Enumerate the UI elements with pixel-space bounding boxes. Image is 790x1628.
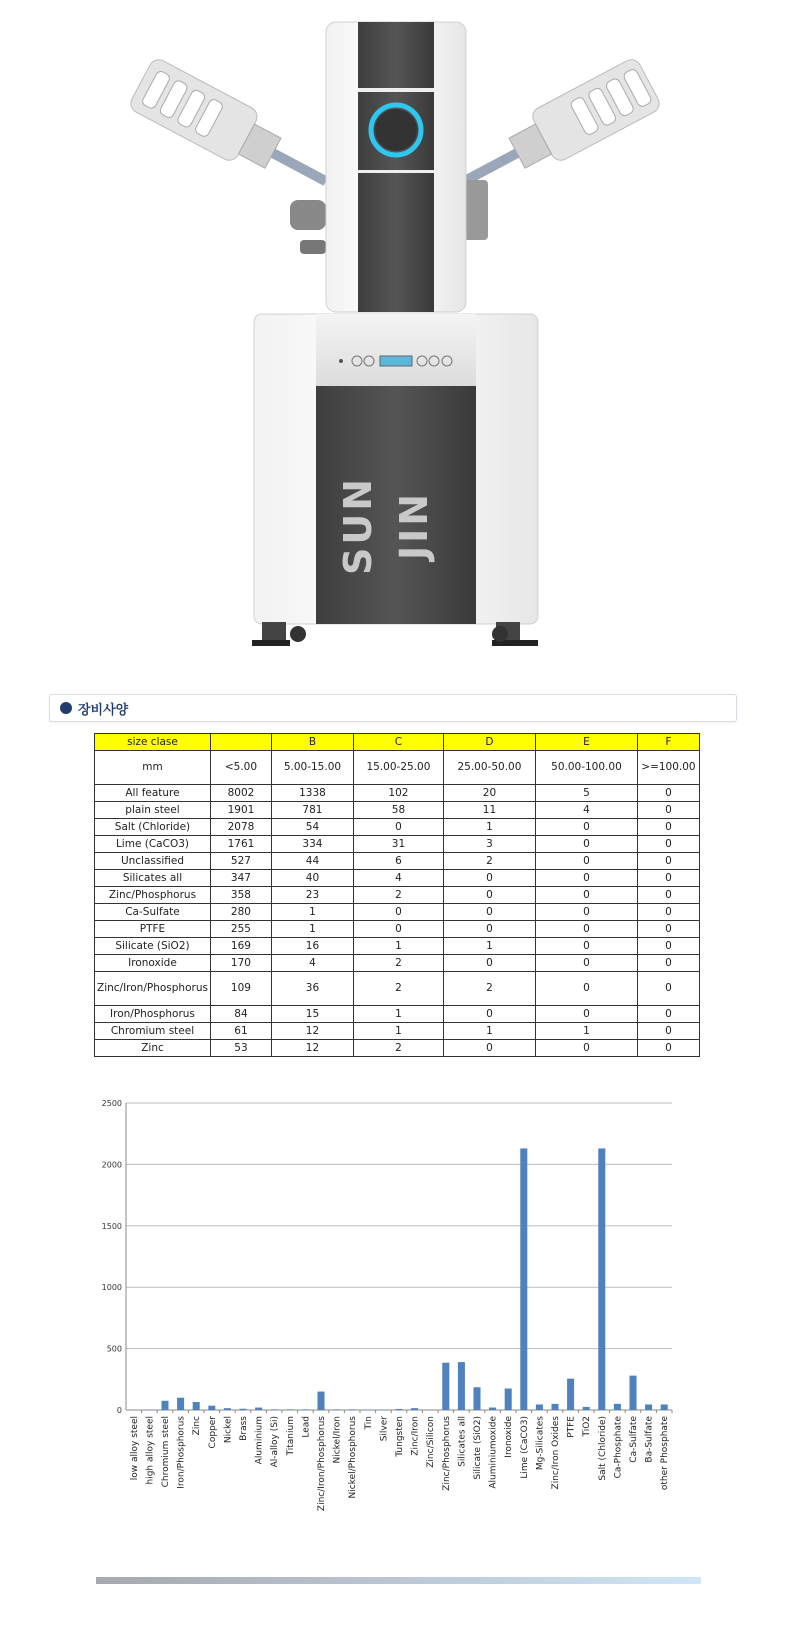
sem-machine-image (0, 0, 790, 680)
x-tick-label: Ironoxide (504, 1416, 515, 1458)
bar (489, 1408, 496, 1410)
row-label-cell: Iron/Phosphorus (95, 1006, 211, 1023)
x-tick-label: Zinc/Iron (410, 1416, 421, 1456)
value-cell: 334 (271, 836, 353, 853)
x-tick-label: Nickel/Phosphorus (348, 1416, 359, 1499)
value-cell: 54 (271, 819, 353, 836)
value-cell: 0 (637, 1040, 699, 1057)
value-cell: 0 (443, 904, 535, 921)
value-cell: 0 (535, 904, 637, 921)
table-row (95, 921, 700, 938)
value-cell: 0 (535, 887, 637, 904)
value-cell: 5 (535, 785, 637, 802)
x-tick-label: Silver (379, 1416, 390, 1442)
bar (411, 1408, 418, 1410)
value-cell (210, 734, 271, 751)
value-cell: 36 (271, 972, 353, 1006)
x-tick-label: Titanium (285, 1416, 296, 1456)
table-row (95, 802, 700, 819)
value-cell: 0 (637, 972, 699, 1006)
value-cell: 2 (353, 1040, 443, 1057)
value-cell: 12 (271, 1040, 353, 1057)
value-cell: 23 (271, 887, 353, 904)
bar (614, 1404, 621, 1410)
x-tick-label: TiO2 (582, 1416, 593, 1437)
value-cell: 0 (535, 870, 637, 887)
row-label-cell: Salt (Chloride) (95, 819, 211, 836)
row-label-cell: Zinc (95, 1040, 211, 1057)
bar (193, 1402, 200, 1410)
table-header-row (95, 734, 700, 751)
value-cell: 0 (637, 1023, 699, 1040)
bullet-icon (60, 702, 72, 714)
value-cell: 0 (637, 802, 699, 819)
table-row (95, 785, 700, 802)
value-cell: 2 (443, 972, 535, 1006)
value-cell: 0 (637, 836, 699, 853)
value-cell: 0 (637, 938, 699, 955)
value-cell: 1 (353, 1023, 443, 1040)
value-cell: 12 (271, 1023, 353, 1040)
left-foot (252, 622, 306, 646)
x-tick-label: high alloy steel (145, 1416, 156, 1485)
value-cell: 2 (443, 853, 535, 870)
bar (442, 1363, 449, 1410)
value-cell: 1 (443, 819, 535, 836)
bar (208, 1406, 215, 1410)
left-detector (127, 56, 340, 206)
bar (473, 1387, 480, 1410)
bar (551, 1404, 558, 1410)
value-cell: 2 (353, 972, 443, 1006)
value-cell: 0 (637, 955, 699, 972)
value-cell: 25.00-50.00 (443, 751, 535, 785)
row-label-cell: All feature (95, 785, 211, 802)
table-row (95, 853, 700, 870)
row-label-cell: size clase (95, 734, 211, 751)
table-row (95, 1040, 700, 1057)
bar (536, 1404, 543, 1410)
x-tick-label: Lead (301, 1416, 312, 1438)
value-cell: 0 (443, 1006, 535, 1023)
y-tick-label: 0 (116, 1406, 122, 1415)
value-cell: 0 (443, 887, 535, 904)
value-cell: 84 (210, 1006, 271, 1023)
bar (395, 1409, 402, 1410)
value-cell: 1 (353, 1006, 443, 1023)
bar (302, 1409, 309, 1410)
value-cell: 1901 (210, 802, 271, 819)
value-cell: 0 (353, 904, 443, 921)
value-cell: 0 (637, 1006, 699, 1023)
value-cell: 527 (210, 853, 271, 870)
table-row (95, 1006, 700, 1023)
value-cell: 11 (443, 802, 535, 819)
value-cell: 0 (637, 870, 699, 887)
row-label-cell: Ironoxide (95, 955, 211, 972)
value-cell: 4 (535, 802, 637, 819)
row-label-cell: PTFE (95, 921, 211, 938)
x-tick-label: Aluminiumoxide (488, 1416, 499, 1489)
value-cell: 4 (271, 955, 353, 972)
table-mm-row (95, 751, 700, 785)
value-cell: 31 (353, 836, 443, 853)
value-cell: 0 (443, 921, 535, 938)
bar (458, 1362, 465, 1410)
value-cell: 0 (637, 853, 699, 870)
bar (239, 1409, 246, 1410)
value-cell: 0 (535, 836, 637, 853)
bar (255, 1408, 262, 1410)
value-cell: 5.00-15.00 (271, 751, 353, 785)
x-tick-label: Salt (Chloride) (597, 1416, 608, 1481)
bar (645, 1404, 652, 1410)
bar (286, 1409, 293, 1410)
value-cell: 358 (210, 887, 271, 904)
section-header (49, 694, 737, 722)
value-cell: 0 (535, 819, 637, 836)
value-cell: 1 (535, 1023, 637, 1040)
x-tick-label: Iron/Phosphorus (176, 1416, 187, 1489)
value-cell: 0 (535, 955, 637, 972)
value-cell: 109 (210, 972, 271, 1006)
x-tick-label: Copper (207, 1416, 218, 1449)
x-tick-label: Ba-Sulfate (644, 1416, 655, 1463)
bar (661, 1404, 668, 1410)
value-cell: 0 (535, 921, 637, 938)
value-cell: 170 (210, 955, 271, 972)
value-cell: 8002 (210, 785, 271, 802)
table-row (95, 836, 700, 853)
row-label-cell: Silicate (SiO2) (95, 938, 211, 955)
x-tick-label: other Phosphate (660, 1416, 671, 1491)
row-label-cell: plain steel (95, 802, 211, 819)
value-cell: 0 (637, 785, 699, 802)
bar (271, 1409, 278, 1410)
x-tick-label: Al-alloy (Si) (270, 1416, 281, 1468)
value-cell: 2 (353, 887, 443, 904)
bar (583, 1407, 590, 1410)
value-cell: 15.00-25.00 (353, 751, 443, 785)
x-tick-label: Tungsten (395, 1416, 405, 1457)
table-row (95, 870, 700, 887)
x-tick-label: Zinc/Iron Oxides (551, 1416, 561, 1490)
value-cell: 0 (443, 870, 535, 887)
value-cell: 0 (535, 853, 637, 870)
x-tick-label: Zinc/Phosphorus (441, 1416, 452, 1491)
x-tick-label: Tin (363, 1416, 374, 1430)
table-row (95, 955, 700, 972)
x-tick-label: Nickel (223, 1416, 234, 1444)
value-cell: 0 (535, 1040, 637, 1057)
x-tick-label: Zinc (192, 1416, 203, 1436)
x-tick-label: Aluminium (254, 1416, 265, 1465)
value-cell: 58 (353, 802, 443, 819)
value-cell: >=100.00 (637, 751, 699, 785)
bar (567, 1379, 574, 1410)
value-cell: 1 (443, 1023, 535, 1040)
value-cell: 1 (353, 938, 443, 955)
x-tick-label: Chromium steel (161, 1416, 171, 1488)
value-cell: <5.00 (210, 751, 271, 785)
value-cell: B (271, 734, 353, 751)
footer-gradient-bar (96, 1577, 701, 1584)
value-cell: E (535, 734, 637, 751)
bar (505, 1389, 512, 1410)
x-tick-label: Silicates all (457, 1416, 468, 1467)
value-cell: 102 (353, 785, 443, 802)
value-cell: 61 (210, 1023, 271, 1040)
value-cell: 20 (443, 785, 535, 802)
value-cell: 2078 (210, 819, 271, 836)
x-tick-label: Nickel/Iron (332, 1416, 343, 1464)
value-cell: 781 (271, 802, 353, 819)
row-label-cell: Silicates all (95, 870, 211, 887)
y-tick-label: 500 (106, 1344, 122, 1354)
value-cell: 0 (535, 938, 637, 955)
bar (349, 1409, 356, 1410)
value-cell: 3 (443, 836, 535, 853)
value-cell: 53 (210, 1040, 271, 1057)
value-cell: 6 (353, 853, 443, 870)
bar-chart (90, 1090, 695, 1570)
value-cell: 4 (353, 870, 443, 887)
row-label-cell: Ca-Sulfate (95, 904, 211, 921)
y-tick-label: 2500 (101, 1099, 122, 1108)
bar (520, 1148, 527, 1410)
x-tick-label: Zinc/Silicon (426, 1416, 437, 1468)
spec-table (94, 733, 700, 1057)
value-cell: 1 (271, 904, 353, 921)
row-label-cell: mm (95, 751, 211, 785)
x-tick-label: Ca-Sulfate (629, 1416, 639, 1463)
x-tick-label: Mg-Silicates (535, 1416, 546, 1471)
value-cell: 1338 (271, 785, 353, 802)
section-title: 장비사양 (78, 703, 129, 718)
value-cell: 15 (271, 1006, 353, 1023)
value-cell: C (353, 734, 443, 751)
value-cell: 0 (353, 819, 443, 836)
value-cell: 1 (271, 921, 353, 938)
value-cell: 1761 (210, 836, 271, 853)
value-cell: 2 (353, 955, 443, 972)
value-cell: 40 (271, 870, 353, 887)
value-cell: 0 (637, 819, 699, 836)
value-cell: 280 (210, 904, 271, 921)
bar (629, 1376, 636, 1410)
x-tick-label: Zinc/Iron/Phosphorus (317, 1416, 327, 1512)
value-cell: 0 (637, 904, 699, 921)
y-tick-label: 1000 (101, 1283, 122, 1293)
table-row (95, 972, 700, 1006)
x-tick-label: Lime (CaCO3) (519, 1416, 530, 1479)
bar (598, 1148, 605, 1410)
bar (161, 1401, 168, 1410)
value-cell: 0 (637, 887, 699, 904)
bar (333, 1409, 340, 1410)
x-tick-label: Ca-Phosphate (613, 1416, 624, 1479)
row-label-cell: Zinc/Phosphorus (95, 887, 211, 904)
x-tick-label: Silicate (SiO2) (473, 1416, 483, 1480)
value-cell: 0 (443, 955, 535, 972)
row-label-cell: Unclassified (95, 853, 211, 870)
bar (317, 1392, 324, 1410)
x-tick-label: Brass (239, 1416, 249, 1441)
brand-text: SUN JIN (336, 475, 436, 575)
value-cell: 50.00-100.00 (535, 751, 637, 785)
machine-illustration (0, 0, 790, 680)
y-tick-label: 2000 (101, 1160, 122, 1170)
x-tick-label: low alloy steel (129, 1416, 140, 1481)
value-cell: 1 (443, 938, 535, 955)
bar (224, 1408, 231, 1410)
table-row (95, 887, 700, 904)
value-cell: 347 (210, 870, 271, 887)
value-cell: 255 (210, 921, 271, 938)
value-cell: 0 (637, 921, 699, 938)
row-label-cell: Zinc/Iron/Phosphorus (95, 972, 211, 1006)
row-label-cell: Chromium steel (95, 1023, 211, 1040)
x-tick-label: PTFE (566, 1416, 577, 1438)
value-cell: 16 (271, 938, 353, 955)
table-row (95, 1023, 700, 1040)
value-cell: 0 (535, 972, 637, 1006)
value-cell: 0 (443, 1040, 535, 1057)
y-tick-label: 1500 (101, 1221, 122, 1231)
table-row (95, 819, 700, 836)
right-foot (492, 622, 538, 646)
value-cell: D (443, 734, 535, 751)
row-label-cell: Lime (CaCO3) (95, 836, 211, 853)
value-cell: 0 (535, 1006, 637, 1023)
value-cell: 0 (353, 921, 443, 938)
bar (177, 1398, 184, 1410)
table-row (95, 938, 700, 955)
value-cell: 169 (210, 938, 271, 955)
value-cell: F (637, 734, 699, 751)
table-row (95, 904, 700, 921)
value-cell: 44 (271, 853, 353, 870)
